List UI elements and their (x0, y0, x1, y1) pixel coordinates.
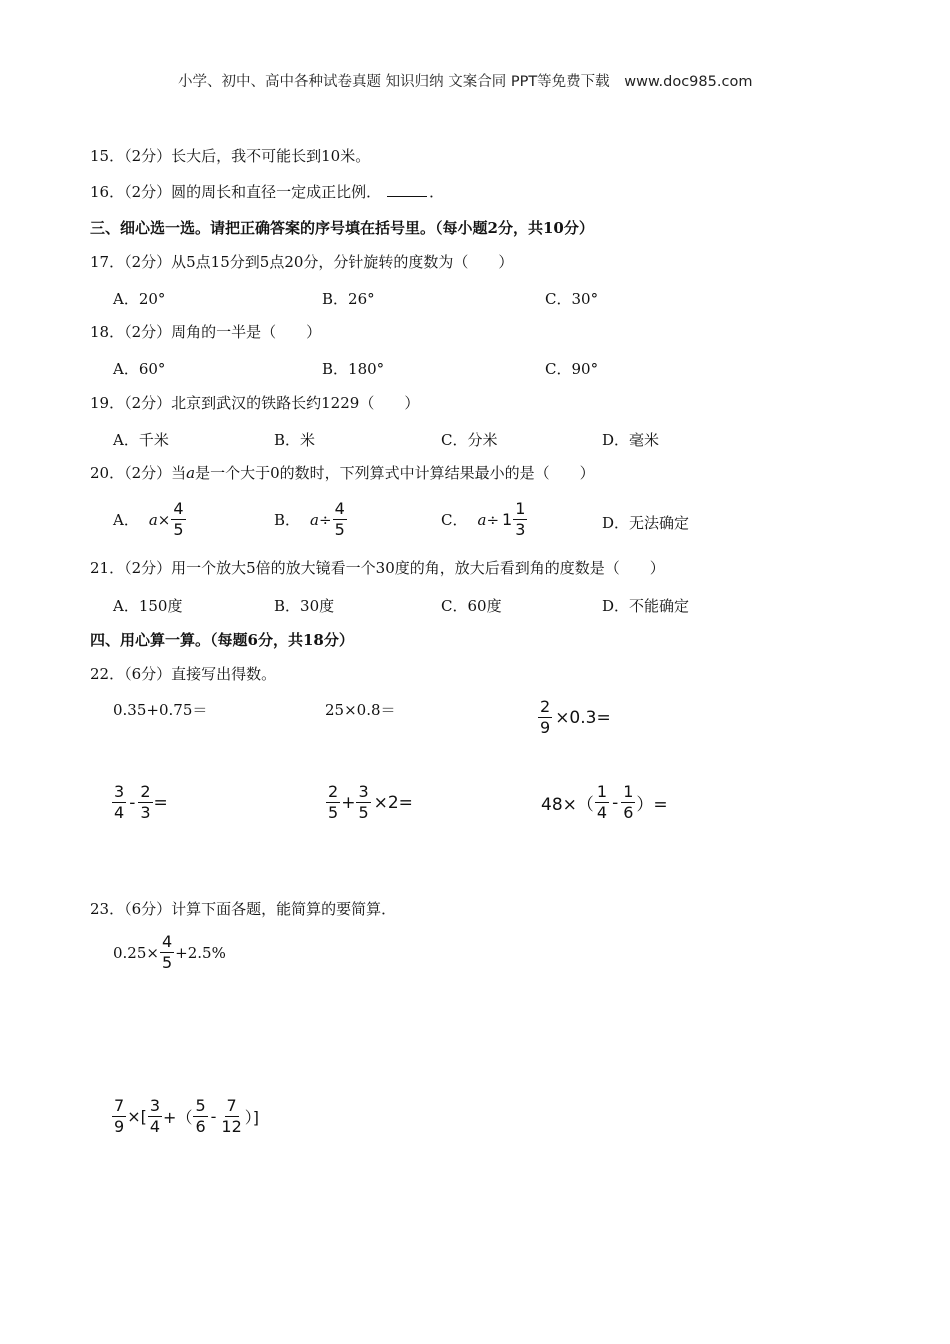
q20-option-d[interactable]: D．无法确定 (602, 514, 690, 532)
question-score: （2分） (124, 253, 172, 271)
mixed-whole: 1 (502, 510, 513, 529)
q18-option-b[interactable]: B．180° (322, 360, 385, 378)
expr-suffix: +2.5% (175, 943, 226, 962)
denominator: 12 (221, 1117, 242, 1136)
fraction (513, 500, 527, 539)
question-score: （2分） (124, 147, 172, 165)
numerator: 1 (596, 782, 608, 801)
section-3-title: 三、细心选一选。请把正确答案的序号填在括号里。（每小题2分，共10分） (90, 219, 594, 237)
header-site-link[interactable]: www.doc985.com (624, 74, 753, 90)
question-text: 计算下面各题，能简算的要简算． (171, 900, 397, 918)
q20-option-c[interactable] (441, 500, 528, 539)
question-text: 从5点15分到5点20分，分针旋转的度数为（ ） (171, 253, 514, 271)
variable-a: a (310, 510, 319, 529)
question-score: （2分） (124, 394, 172, 412)
numerator: 3 (114, 782, 125, 801)
fraction (356, 783, 370, 822)
fraction (160, 933, 174, 972)
option-label: B． (274, 511, 301, 529)
q18-option-c[interactable]: C．90° (545, 360, 599, 378)
page-header (178, 70, 752, 91)
numerator: 2 (540, 697, 551, 716)
q17-option-c[interactable]: C．30° (545, 290, 599, 308)
question-number: 15． (90, 147, 125, 165)
question-number: 22． (90, 665, 125, 683)
q21-option-d[interactable]: D．不能确定 (602, 597, 690, 615)
expr-22-5 (325, 783, 415, 822)
option-label: A． (113, 511, 139, 529)
question-score: （6分） (124, 665, 172, 683)
fraction (171, 500, 185, 539)
question-number: 17． (90, 253, 125, 271)
q21-option-a[interactable]: A．150度 (113, 597, 183, 615)
denominator: 5 (334, 520, 345, 539)
numerator: 2 (328, 782, 339, 801)
denominator: 6 (623, 803, 634, 822)
q20-option-a[interactable] (113, 500, 187, 539)
question-text: 用一个放大5倍的放大镜看一个30度的角，放大后看到角的度数是（ ） (171, 559, 665, 577)
question-score: （2分） (124, 323, 172, 341)
question-15 (90, 146, 370, 166)
question-number: 18． (90, 323, 125, 341)
question-number: 21． (90, 559, 125, 577)
numerator: 4 (173, 499, 184, 518)
question-number: 16． (90, 183, 125, 201)
expr-22-6 (541, 783, 668, 822)
question-text-a: 当 (171, 464, 187, 482)
question-score: （6分） (124, 900, 172, 918)
question-19 (90, 393, 419, 413)
question-text: 圆的周长和直径一定成正比例． (171, 183, 382, 201)
fraction (326, 783, 340, 822)
operator: - (612, 792, 619, 813)
q20-option-b[interactable] (274, 500, 348, 539)
q17-option-b[interactable]: B．26° (322, 290, 375, 308)
fraction (148, 1097, 162, 1136)
question-20 (90, 463, 595, 483)
fraction (193, 1097, 207, 1136)
question-17 (90, 252, 513, 272)
expr-prefix: 48×（ (541, 795, 594, 815)
numerator: 7 (114, 1096, 125, 1115)
question-number: 20． (90, 464, 125, 482)
question-number: 19． (90, 394, 125, 412)
question-text-b: 是一个大于0的数时，下列算式中计算结果最小的是（ ） (195, 464, 595, 482)
fraction (138, 783, 152, 822)
fraction (219, 1097, 243, 1136)
numerator: 5 (195, 1096, 206, 1115)
question-21 (90, 558, 665, 578)
operator: + (341, 792, 356, 813)
q21-option-c[interactable]: C．60度 (441, 597, 502, 615)
expr-22-4 (111, 783, 168, 822)
section-4-title: 四、用心算一算。（每题6分，共18分） (90, 631, 354, 649)
numerator: 7 (226, 1096, 237, 1115)
option-label: C． (441, 511, 468, 529)
operator: ÷ (486, 510, 500, 529)
operator: × (157, 510, 171, 529)
q19-option-b[interactable]: B．米 (274, 431, 316, 449)
question-18 (90, 322, 321, 342)
numerator: 3 (358, 782, 369, 801)
question-end: ． (429, 183, 445, 201)
expr-suffix: ）= (636, 795, 668, 815)
denominator: 5 (173, 520, 184, 539)
numerator: 4 (334, 499, 345, 518)
variable-a: a (477, 510, 487, 529)
q19-option-a[interactable]: A．千米 (113, 431, 169, 449)
denominator: 6 (195, 1117, 206, 1136)
numerator: 2 (140, 782, 151, 801)
q19-option-d[interactable]: D．毫米 (602, 431, 660, 449)
numerator: 3 (149, 1096, 161, 1115)
operator: - (210, 1107, 217, 1126)
expr-prefix: 0.25× (113, 943, 159, 962)
q19-option-c[interactable]: C．分米 (441, 431, 498, 449)
question-number: 23． (90, 900, 125, 918)
fraction (595, 783, 609, 822)
denominator: 4 (114, 803, 125, 822)
denominator: 3 (140, 803, 151, 822)
expr-mid: +（ (163, 1108, 193, 1127)
question-text: 周角的一半是（ ） (171, 323, 322, 341)
denominator: 4 (596, 803, 608, 822)
expr-23-2 (111, 1097, 259, 1136)
fraction (333, 500, 347, 539)
equals: = (153, 792, 168, 813)
variable-a: a (148, 510, 158, 529)
question-score: （2分） (124, 183, 172, 201)
question-23 (90, 899, 396, 919)
numerator: 1 (623, 782, 634, 801)
expr-22-3 (537, 698, 613, 737)
denominator: 5 (328, 803, 339, 822)
expr-rest: ×0.3= (555, 707, 611, 728)
fraction (112, 783, 126, 822)
numerator: 4 (161, 932, 173, 951)
denominator: 9 (540, 718, 551, 737)
question-score: （2分） (124, 464, 172, 482)
expr-23-1 (113, 933, 226, 972)
denominator: 4 (149, 1117, 161, 1136)
expr-22-2: 25×0.8＝ (325, 701, 396, 719)
fraction (112, 1097, 126, 1136)
denominator: 9 (114, 1117, 125, 1136)
fraction (621, 783, 635, 822)
denominator: 5 (161, 953, 173, 972)
operator: - (129, 792, 136, 813)
q17-option-a[interactable]: A．20° (113, 290, 166, 308)
question-text: 直接写出得数。 (171, 665, 277, 683)
question-text: 长大后，我不可能长到10米。 (171, 147, 371, 165)
q18-option-a[interactable]: A．60° (113, 360, 166, 378)
expr-mid: ×[ (127, 1107, 147, 1126)
question-22 (90, 664, 276, 684)
expr-suffix: ）] (244, 1108, 260, 1127)
answer-blank[interactable] (387, 182, 427, 197)
question-text: 北京到武汉的铁路长约1229（ ） (171, 394, 420, 412)
denominator: 5 (358, 803, 369, 822)
expr-22-1: 0.35+0.75＝ (113, 701, 208, 719)
question-16 (90, 182, 444, 202)
numerator: 1 (515, 499, 526, 518)
fraction (538, 698, 552, 737)
question-score: （2分） (124, 559, 172, 577)
variable-a: a (186, 464, 196, 482)
denominator: 3 (515, 520, 526, 539)
q21-option-b[interactable]: B．30度 (274, 597, 335, 615)
operator: ÷ (318, 510, 332, 529)
expr-rest: ×2= (373, 792, 413, 813)
header-text: 小学、初中、高中各种试卷真题 知识归纳 文案合同 PPT等免费下载 (178, 74, 610, 90)
